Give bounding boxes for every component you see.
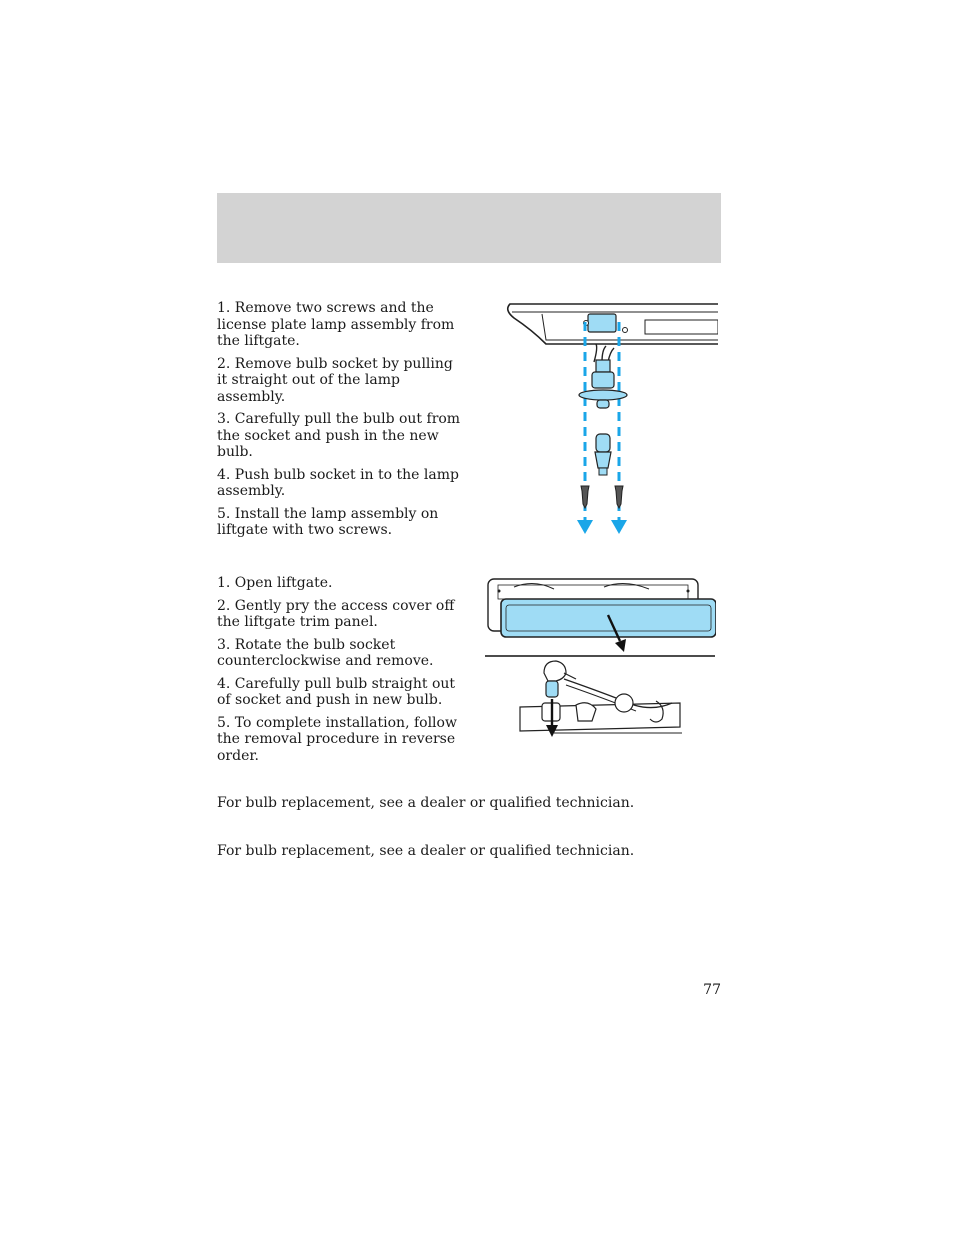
cargo-lamp-illustration: [484, 575, 716, 745]
section-header-band: [217, 193, 721, 263]
bulb-replacement-note: For bulb replacement, see a dealer or qualified technician.: [217, 843, 635, 859]
step-item: 2. Remove bulb socket by pulling it straight out of the lamp assembly.: [217, 355, 453, 405]
step-item: 3. Carefully pull the bulb out from the socket and push in the new bulb.: [217, 411, 461, 460]
step-item: 4. Push bulb socket in to the lamp assembly.: [217, 466, 459, 499]
step-item: 2. Gently pry the access cover off the liftgate trim panel.: [217, 597, 455, 630]
step-item: 5. Install the lamp assembly on liftgate with two screws.: [217, 505, 439, 538]
step-item: 3. Rotate the bulb socket counterclockwise and remove.: [217, 636, 434, 669]
step-item: 5. To complete installation, follow the removal procedure in reverse order.: [217, 714, 457, 764]
license-plate-lamp-illustration: [502, 300, 718, 538]
page-number: 77: [703, 982, 721, 998]
bulb-replacement-note: For bulb replacement, see a dealer or qualified technician.: [217, 795, 635, 811]
license-plate-lamp-steps: [217, 300, 467, 545]
cargo-lamp-steps: [217, 575, 467, 770]
step-item: 4. Carefully pull bulb straight out of socket and push in new bulb.: [217, 675, 456, 708]
step-item: 1. Open liftgate.: [217, 575, 333, 591]
step-item: 1. Remove two screws and the license plate lamp assembly from the liftgate.: [217, 300, 455, 349]
